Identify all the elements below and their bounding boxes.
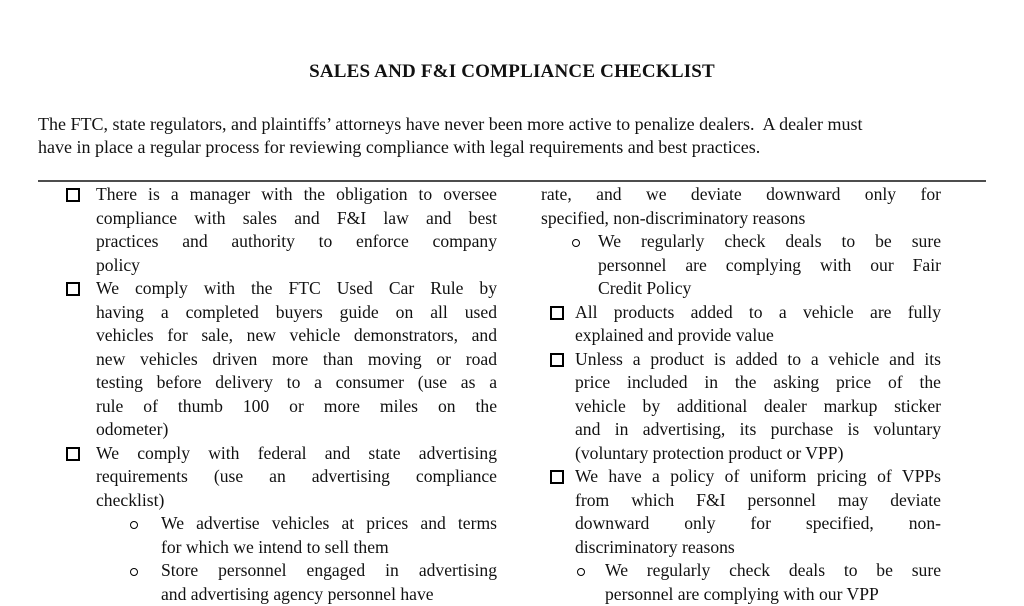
text-line: We comply with federal and state advertising bbox=[96, 442, 497, 466]
text-line: personnel are complying with our VPP bbox=[605, 583, 941, 606]
intro-text-line: have in place a regular process for reviewing compliance with legal requirements and best practices. bbox=[38, 136, 986, 159]
text-line: personnel are complying with our Fair bbox=[598, 254, 941, 278]
text-line: vehicles for sale, new vehicle demonstrators, and bbox=[96, 324, 497, 348]
text-line: checklist) bbox=[96, 489, 497, 513]
text-line: and in advertising, its purchase is voluntary bbox=[575, 418, 941, 442]
checklist-column-left bbox=[66, 183, 497, 606]
intro-text-line: The FTC, state regulators, and plaintiffs’ attorneys have never been more active to penalize dealers. A dealer must bbox=[38, 113, 986, 136]
text-line: testing before delivery to a consumer (use as a bbox=[96, 371, 497, 395]
text-line: vehicle by additional dealer markup sticker bbox=[575, 395, 941, 419]
checklist-item bbox=[550, 301, 941, 348]
circle-bullet-icon bbox=[130, 521, 138, 529]
text-line: discriminatory reasons bbox=[575, 536, 941, 560]
page-title: SALES AND F&I COMPLIANCE CHECKLIST bbox=[0, 0, 1024, 84]
intro-paragraph bbox=[38, 113, 986, 158]
text-line: policy bbox=[96, 254, 497, 278]
checkbox-icon bbox=[550, 306, 564, 320]
text-line: We advertise vehicles at prices and terms bbox=[161, 512, 497, 536]
checklist-subitem bbox=[66, 559, 497, 606]
checkbox-icon bbox=[66, 447, 80, 461]
text-line: specified, non-discriminatory reasons bbox=[541, 207, 941, 231]
checklist-item bbox=[66, 442, 497, 513]
text-line: price included in the asking price of the bbox=[575, 371, 941, 395]
text-line: odometer) bbox=[96, 418, 497, 442]
text-line: new vehicles driven more than moving or road bbox=[96, 348, 497, 372]
checklist-column-right bbox=[541, 183, 941, 606]
checkbox-icon bbox=[550, 353, 564, 367]
section-divider bbox=[38, 180, 986, 182]
text-line: We regularly check deals to be sure bbox=[598, 230, 941, 254]
text-line: having a completed buyers guide on all used bbox=[96, 301, 497, 325]
text-line: Credit Policy bbox=[598, 277, 941, 301]
checklist-item bbox=[550, 348, 941, 466]
text-line: for which we intend to sell them bbox=[161, 536, 497, 560]
checklist-subitem bbox=[541, 230, 941, 301]
text-line: All products added to a vehicle are fully bbox=[575, 301, 941, 325]
text-line: downward only for specified, non- bbox=[575, 512, 941, 536]
circle-bullet-icon bbox=[130, 568, 138, 576]
checklist-item bbox=[550, 465, 941, 559]
checklist-subitem bbox=[541, 559, 941, 606]
text-line: (voluntary protection product or VPP) bbox=[575, 442, 941, 466]
checklist-item bbox=[66, 277, 497, 442]
text-line: explained and provide value bbox=[575, 324, 941, 348]
checklist-item bbox=[66, 183, 497, 277]
text-line: There is a manager with the obligation to oversee bbox=[96, 183, 497, 207]
checkbox-icon bbox=[66, 188, 80, 202]
checkbox-icon bbox=[550, 470, 564, 484]
text-line: rate, and we deviate downward only for bbox=[541, 183, 941, 207]
checkbox-icon bbox=[66, 282, 80, 296]
text-line: Unless a product is added to a vehicle and its bbox=[575, 348, 941, 372]
checklist-columns bbox=[0, 183, 1024, 606]
text-line: We have a policy of uniform pricing of VPPs bbox=[575, 465, 941, 489]
text-line: Store personnel engaged in advertising bbox=[161, 559, 497, 583]
checklist-subitem bbox=[66, 512, 497, 559]
text-line: practices and authority to enforce company bbox=[96, 230, 497, 254]
text-line: compliance with sales and F&I law and best bbox=[96, 207, 497, 231]
checklist-continuation-text bbox=[541, 183, 941, 230]
circle-bullet-icon bbox=[572, 239, 580, 247]
circle-bullet-icon bbox=[577, 568, 585, 576]
text-line: We regularly check deals to be sure bbox=[605, 559, 941, 583]
text-line: requirements (use an advertising compliance bbox=[96, 465, 497, 489]
text-line: and advertising agency personnel have bbox=[161, 583, 497, 606]
text-line: rule of thumb 100 or more miles on the bbox=[96, 395, 497, 419]
text-line: We comply with the FTC Used Car Rule by bbox=[96, 277, 497, 301]
text-line: from which F&I personnel may deviate bbox=[575, 489, 941, 513]
